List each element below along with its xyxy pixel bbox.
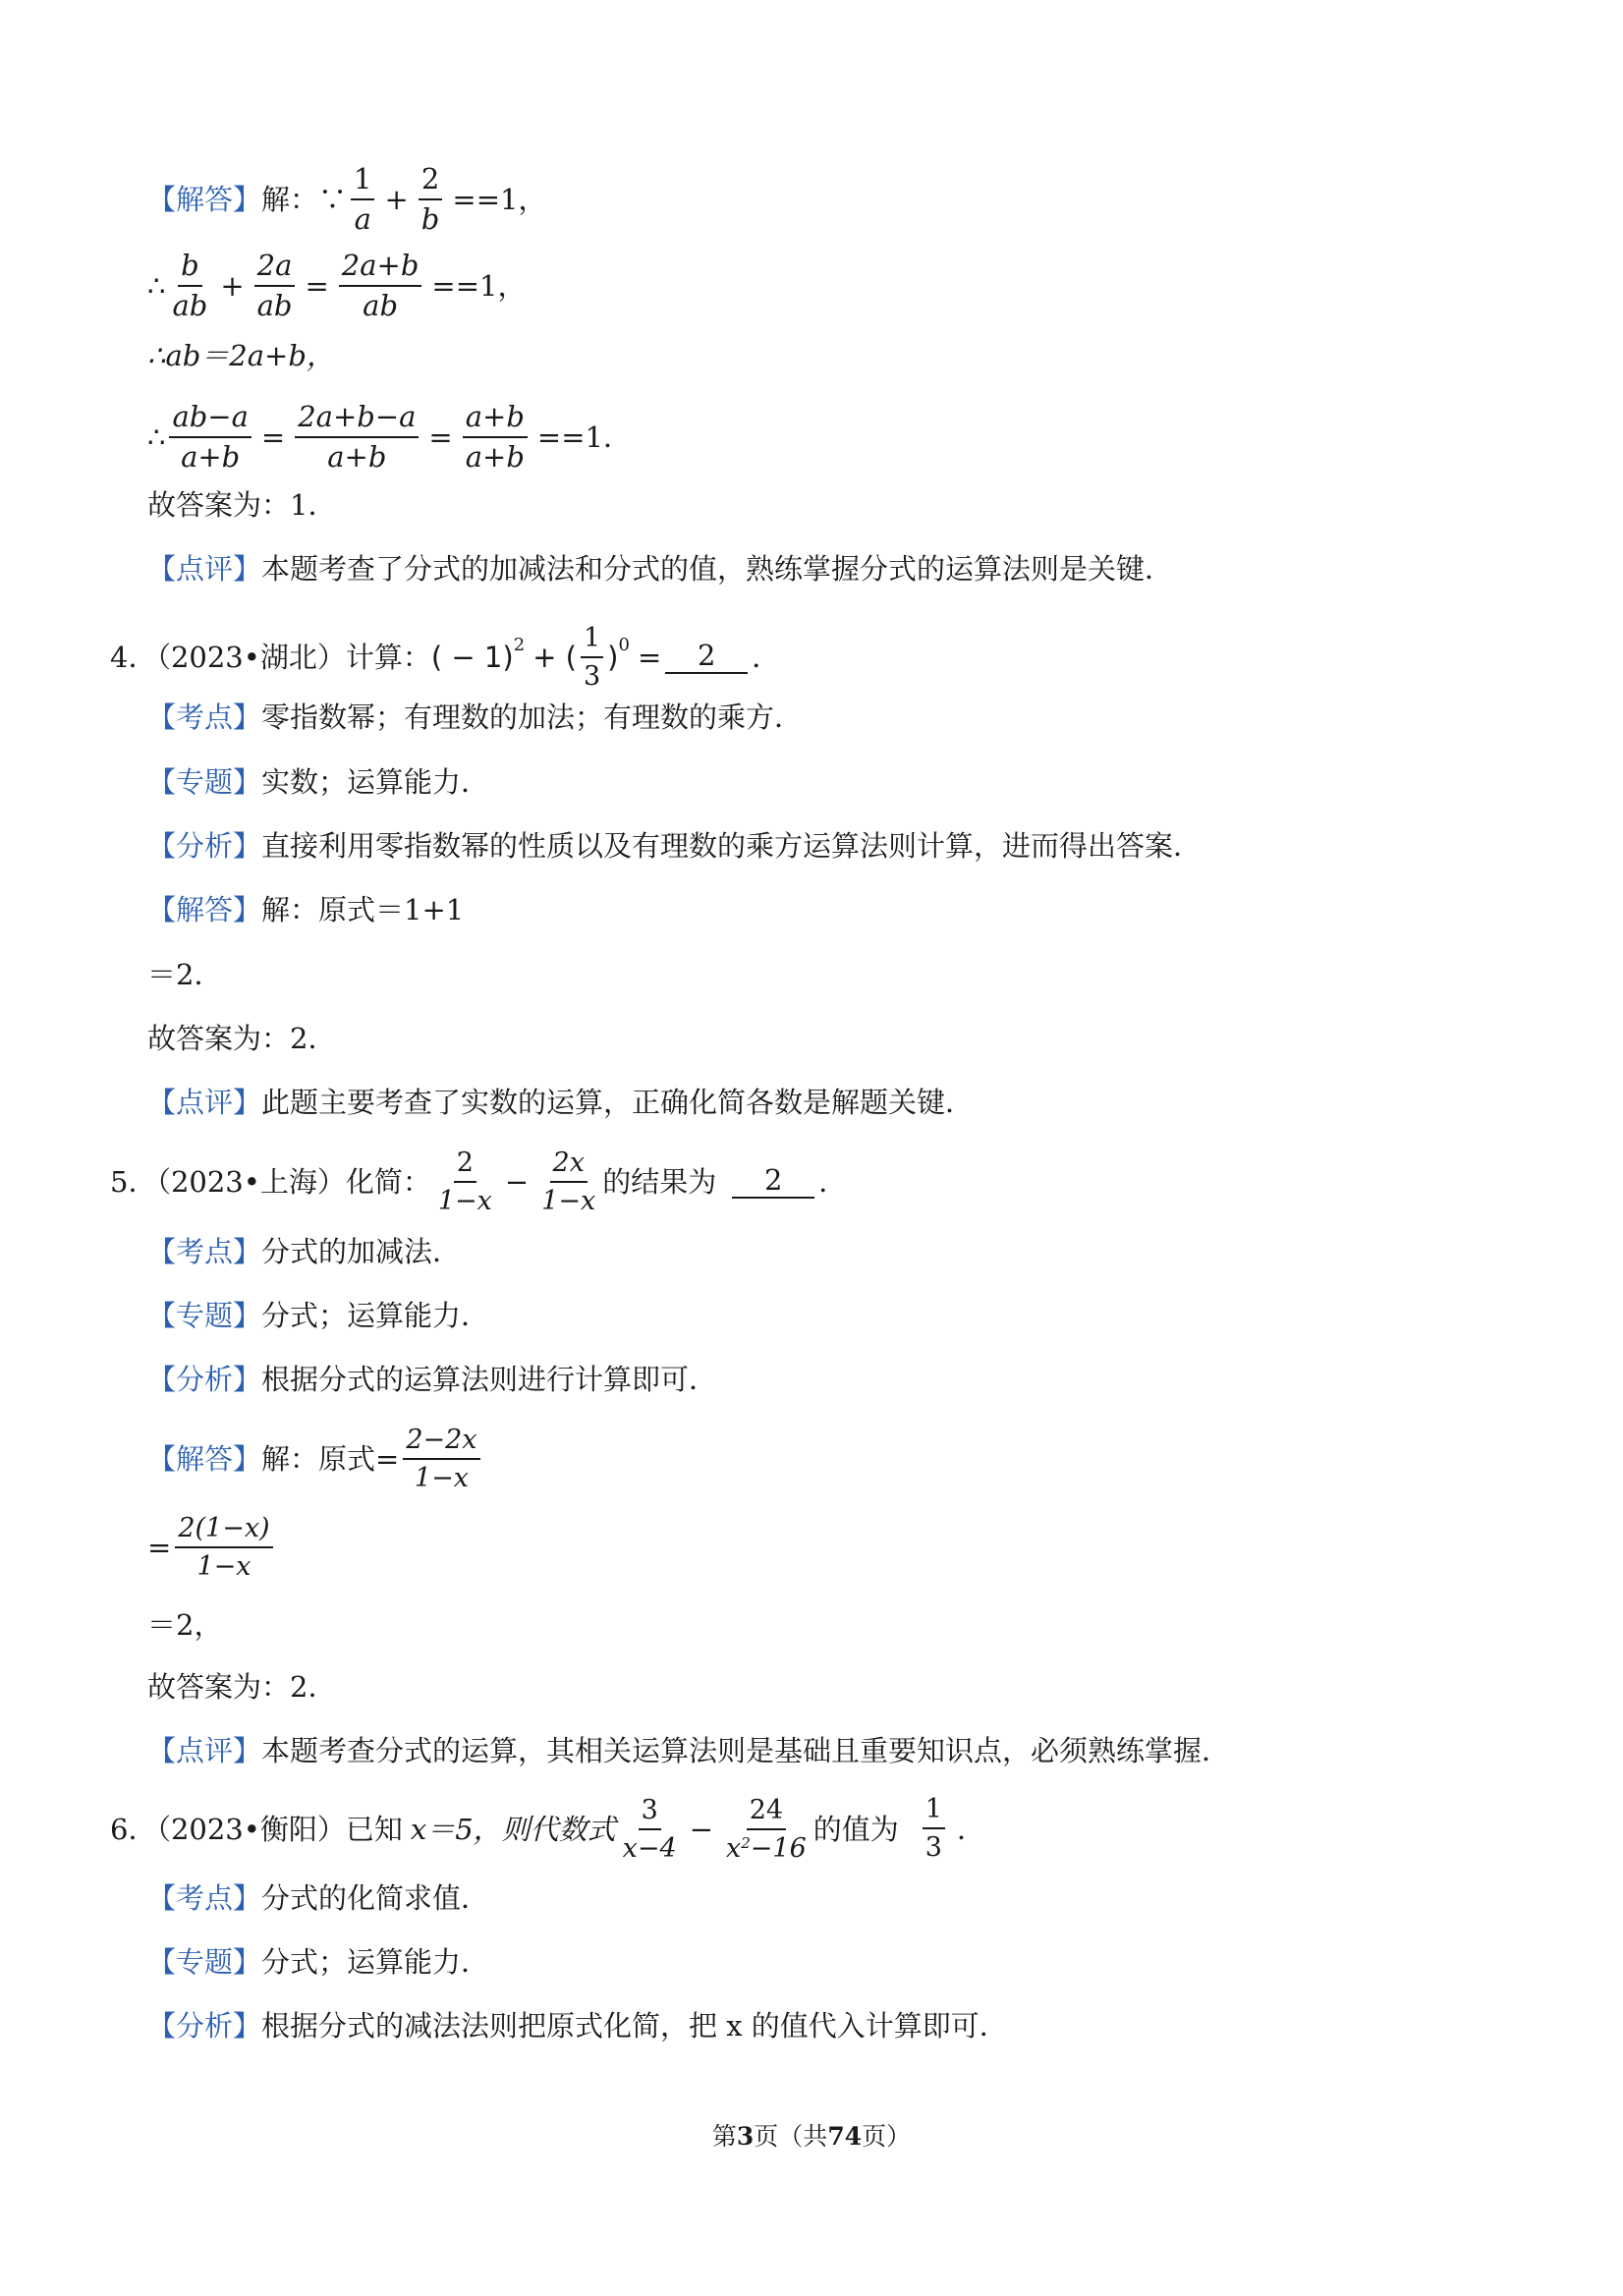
- zhuanti-text: 分式；运算能力．: [261, 1299, 490, 1332]
- q4-answer: [147, 1022, 337, 1055]
- q5-step2: [147, 1608, 223, 1642]
- answer-text: 故答案为：1．: [147, 488, 337, 522]
- q5-kaodian: [147, 1235, 462, 1268]
- question-5-tail: 的结果为: [602, 1164, 717, 1199]
- footer-post: 页）: [862, 2122, 912, 2151]
- question-6: 6．（2023•衡阳）已知 x＝5，则代数式 $\frac{3}{x-4}$ − $\frac{24}{x^2-16}$ 的值为 $\frac{1}{3}$ ．: [110, 1794, 985, 1864]
- answer-blank: [915, 1796, 953, 1863]
- kaodian-tag: 【考点】: [147, 1881, 262, 1915]
- fraction-2-times-1-minus-x: $\frac{2(1-x)}{1-x}$: [175, 1515, 272, 1580]
- jieda-tag: 【解答】: [147, 1441, 262, 1476]
- q4-step: [147, 958, 223, 991]
- plus-paren: + (: [532, 640, 577, 674]
- equation-result: =1．: [561, 420, 632, 454]
- end-mark: ．: [956, 1812, 985, 1846]
- comment-tag: 【点评】: [147, 552, 262, 586]
- comment-text: 本题考查了分式的加减法和分式的值，熟练掌握分式的运算法则是关键．: [261, 552, 1174, 586]
- zhuanti-tag: 【专题】: [147, 1299, 262, 1332]
- zhuanti-tag: 【专题】: [147, 765, 262, 799]
- q6-zhuanti: [147, 1945, 490, 1979]
- q5-step1: = $\frac{2(1-x)}{1-x}$: [147, 1515, 277, 1580]
- kaodian-tag: 【考点】: [147, 1235, 262, 1268]
- step-text: ＝2．: [147, 958, 223, 991]
- q5-dianping: [147, 1734, 1231, 1767]
- zhuanti-tag: 【专题】: [147, 1945, 262, 1979]
- fraction-1-over-a: $\frac{1}{a}$: [351, 165, 374, 234]
- fenxi-tag: 【分析】: [147, 2009, 262, 2043]
- solution-tag: 【解答】: [147, 182, 262, 216]
- fraction-b-over-ab: $\frac{b}{ab}$: [172, 249, 208, 322]
- q6-kaodian: [147, 1881, 490, 1915]
- answer-line: [147, 488, 337, 522]
- q5-fenxi: [147, 1363, 718, 1396]
- answer-blank: 2: [665, 642, 748, 674]
- page-number: 3: [736, 2122, 755, 2151]
- fraction-2a-plus-b-over-ab: $\frac{2a+b}{ab}$: [339, 252, 422, 320]
- fenxi-text: 根据分式的减法法则把原式化简，把 x 的值代入计算即可．: [261, 2009, 1008, 2043]
- q5-jieda: [147, 1427, 484, 1491]
- question-6-head: 6．（2023•衡阳）已知: [110, 1812, 403, 1846]
- zhuanti-text: 实数；运算能力．: [261, 765, 490, 799]
- end-mark: ．: [818, 1164, 848, 1199]
- solution-line-1: 【解答】 解：∵ $\frac{1}{a}$ + $\frac{2}{b}$ = =1，: [147, 162, 547, 236]
- fenxi-text: 直接利用零指数幂的性质以及有理数的乘方运算法则计算，进而得出答案．: [261, 829, 1203, 863]
- therefore-symbol: ∴: [147, 268, 166, 303]
- question-5-head: 5．（2023•上海）化简：: [110, 1164, 431, 1199]
- question-4: [110, 625, 780, 690]
- fraction-2-over-b: $\frac{2}{b}$: [419, 165, 443, 234]
- fraction-2-minus-2x: $\frac{2-2x}{1-x}$: [403, 1427, 479, 1491]
- close-paren: ): [607, 640, 619, 674]
- q4-fenxi: [147, 829, 1203, 863]
- equation-result: =1，: [455, 268, 527, 303]
- total-pages: 74: [827, 2122, 863, 2151]
- question-6-condition: x＝5，则代数式: [410, 1812, 616, 1846]
- page-footer: [0, 2117, 1623, 2153]
- zhuanti-text: 分式；运算能力．: [261, 1945, 490, 1979]
- fraction-2a-plus-b-minus-a: $\frac{2a+b-a}{a+b}$: [295, 403, 419, 472]
- kaodian-text: 零指数幂；有理数的加法；有理数的乘方．: [261, 700, 804, 734]
- solution-text: ∴ab＝2a+b，: [147, 339, 335, 372]
- jieda-text: 解：原式＝1+1: [261, 893, 465, 926]
- answer-text: 故答案为：2．: [147, 1670, 337, 1704]
- q4-kaodian: [147, 700, 804, 734]
- equals: =: [637, 640, 662, 674]
- fraction-2a-over-ab: $\frac{2a}{ab}$: [254, 252, 296, 320]
- comment-line: [147, 552, 1174, 586]
- jieda-tag: 【解答】: [147, 893, 262, 926]
- fraction-2x-over-1-minus-x: $\frac{2x}{1-x}$: [541, 1148, 596, 1216]
- question-4-head: 4．（2023•湖北）计算：: [110, 640, 431, 674]
- q4-zhuanti: [147, 765, 490, 799]
- kaodian-text: 分式的加减法．: [261, 1235, 462, 1268]
- fraction-one-third: $\frac{1}{3}$: [581, 625, 603, 690]
- q4-jieda: [147, 893, 465, 926]
- fraction-one-third: $\frac{1}{3}$: [923, 1796, 945, 1861]
- q5-answer: [147, 1670, 337, 1704]
- kaodian-tag: 【考点】: [147, 700, 262, 734]
- q4-dianping: [147, 1086, 975, 1119]
- solution-line-4: ∴ $\frac{ab-a}{a+b}$ = $\frac{2a+b-a}{a+b}$ = $\frac{a+b}{a+b}$ = =1．: [147, 400, 632, 474]
- fenxi-text: 根据分式的运算法则进行计算即可．: [261, 1363, 718, 1396]
- exponent: 0: [618, 635, 630, 655]
- exponent: 2: [513, 635, 526, 655]
- solution-text: 解：∵: [261, 182, 348, 216]
- question-6-tail: 的值为: [812, 1812, 899, 1846]
- answer-text: 故答案为：2．: [147, 1022, 337, 1055]
- dianping-tag: 【点评】: [147, 1734, 262, 1767]
- dianping-text: 本题考查分式的运算，其相关运算法则是基础且重要知识点，必须熟练掌握．: [261, 1734, 1231, 1767]
- equation-result: =1，: [476, 182, 547, 216]
- fenxi-tag: 【分析】: [147, 829, 262, 863]
- fenxi-tag: 【分析】: [147, 1363, 262, 1396]
- dianping-text: 此题主要考查了实数的运算，正确化简各数是解题关键．: [261, 1086, 975, 1119]
- question-5: 5．（2023•上海）化简： $\frac{2}{1-x}$ − $\frac{2x}{1-x}$ 的结果为 2 ．: [110, 1148, 848, 1216]
- fraction-a-plus-b: $\frac{a+b}{a+b}$: [463, 403, 528, 472]
- footer-pre: 第: [711, 2122, 737, 2151]
- q6-fenxi: [147, 2009, 1008, 2043]
- fraction-24-over-x2-minus-16: $\frac{24}{x^2-16}$: [726, 1795, 807, 1864]
- footer-mid: 页（共: [754, 2122, 828, 2151]
- question-4-expr: ( − 1): [430, 640, 514, 674]
- solution-line-2: ∴ $\frac{b}{ab}$ + $\frac{2a}{ab}$ = $\frac{2a+b}{ab}$ = =1，: [147, 249, 527, 322]
- kaodian-text: 分式的化简求值．: [261, 1881, 490, 1915]
- dianping-tag: 【点评】: [147, 1086, 262, 1119]
- q5-zhuanti: [147, 1299, 490, 1332]
- step-text: ＝2，: [147, 1608, 223, 1642]
- therefore-symbol: ∴: [147, 420, 166, 454]
- fraction-3-over-x-minus-4: $\frac{3}{x-4}$: [622, 1795, 677, 1864]
- jieda-text: 解：原式=: [261, 1441, 400, 1476]
- end-mark: ．: [752, 640, 781, 674]
- fraction-ab-minus-a: $\frac{ab-a}{a+b}$: [169, 403, 251, 472]
- answer-blank: 2: [732, 1166, 814, 1199]
- solution-line-3: [147, 339, 335, 372]
- fraction-2-over-1-minus-x: $\frac{2}{1-x}$: [437, 1148, 492, 1216]
